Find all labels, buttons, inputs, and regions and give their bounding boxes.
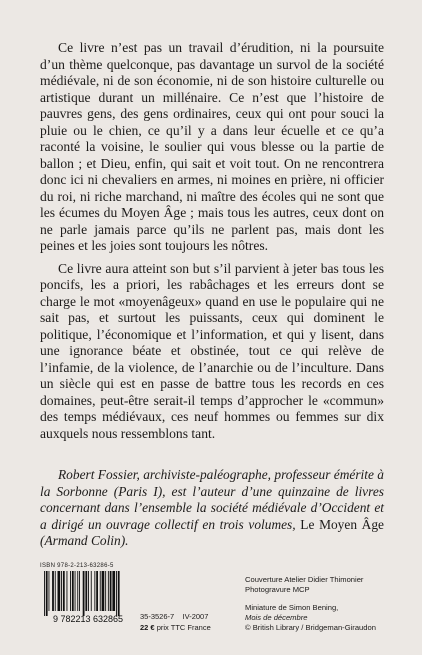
photogravure-credit: Photogravure MCP [245,585,310,595]
barcode-bar [79,571,80,611]
barcode-bar [58,571,61,611]
barcode-bar [105,571,106,611]
barcode-bar [44,571,45,616]
barcode-bar [70,571,71,611]
cover-credit: Couverture Atelier Didier Thimonier [245,575,364,584]
referenced-publisher: (Armand Colin). [40,533,129,549]
barcode-bar [94,571,95,611]
barcode-image [40,571,136,623]
barcode-bar [72,571,74,611]
miniature-title: Mois de décembre [245,612,308,622]
barcode-bar [91,571,92,611]
barcode-bar [100,571,101,611]
back-cover-blurb [40,40,384,448]
barcode-bar [52,571,54,611]
barcode-bar [61,571,62,611]
barcode-bar [77,571,78,611]
miniature-credit: Miniature de Simon Bening, [245,602,339,612]
barcode-bar [67,571,68,611]
blurb-paragraph-1: Ce livre n’est pas un travail d’érudition, ni la poursuite d’un thème quelconque, pas davantage un survol de la société médiévale, ni de son économie, ni de son histoire culturelle ou artistique durant un millénaire. Ce n’est que l’histoire de pauvres gens, des gens ordinaires, ceux qui ont pour souci la pluie ou le chien, ce qu’il y a dans leur écuelle et ce qu’a raconté la voisine, le soulier qui vous blesse ou la partie de ballon ; et Dieu, enfin, qui sait et voit tout. On ne rencontrera donc ici ni chevaliers en armes, ni moines en prière, ni officier du roi, ni riche marchand, ni maître des écoles qui ne sont que les écumes du Moyen Âge ; mais tous les autres, ceux dont on ne parle jamais parce qu’ils ne parlent pas, mais dont les peines et les joies sont toujours les nôtres. [40,40,384,253]
product-code-line: 35-3526-7 IV-2007 [140,612,209,621]
blurb-paragraph-2: Ce livre aura atteint son but s’il parvient à jeter bas tous les poncifs, les a priori, les rabâchages et les erreurs dont se charge le mot «moyenâgeux» quand en use le populaire qui ne sait pas, et surtout les puissants, ceux qui dominent le politique, l’économique et l’information, et qui y lisent, dans une ignorance béate et obstinée, tout ce qui relève de l’infamie, de la violence, de l’anarchie ou de l’inculture. Dans un siècle qui est en passe de battre tous les records en ces domaines, peut-être serait-il temps d’approcher le «commun» des temps médiévaux, ces neuf hommes ou femmes sur dix auxquels nous ressemblons tant. [40,260,384,441]
barcode-bar [112,571,115,611]
barcode-bar [116,571,117,616]
image-credits [245,575,415,633]
barcode-bar [85,571,87,611]
barcode-bar [96,571,98,611]
price-line [140,622,211,633]
barcode-bar [118,571,120,616]
author-bio-text: Robert Fossier, archiviste-paléographe, professeur émérite à la Sorbonne (Paris I), est l’auteur d’une quinzaine de livres concernant dans l’ensemble la société médiévale d’Occident et a dirigé un ouvrage collectif en trois volumes, [40,467,384,532]
barcode-bar [108,571,109,611]
price-note: prix TTC France [156,623,211,632]
barcode-digits: 9 782213 632865 [52,614,124,623]
referenced-book-title: Le Moyen Âge [300,516,384,532]
barcode-bar [49,571,50,611]
barcode-bar [63,571,65,611]
author-biography [40,467,384,550]
price-block [140,611,211,633]
price-amount: 22 € [140,623,155,632]
barcode-bar [110,571,112,611]
barcode-bar [88,571,89,611]
barcode-bar [102,571,105,611]
barcode-bar [75,571,76,611]
barcode-bar [55,571,56,611]
barcode-bar [46,571,48,616]
barcode-bar [83,571,85,616]
isbn-label: ISBN 978-2-213-63286-5 [40,563,114,569]
copyright-credit: © British Library / Bridgeman-Giraudon [245,623,376,633]
